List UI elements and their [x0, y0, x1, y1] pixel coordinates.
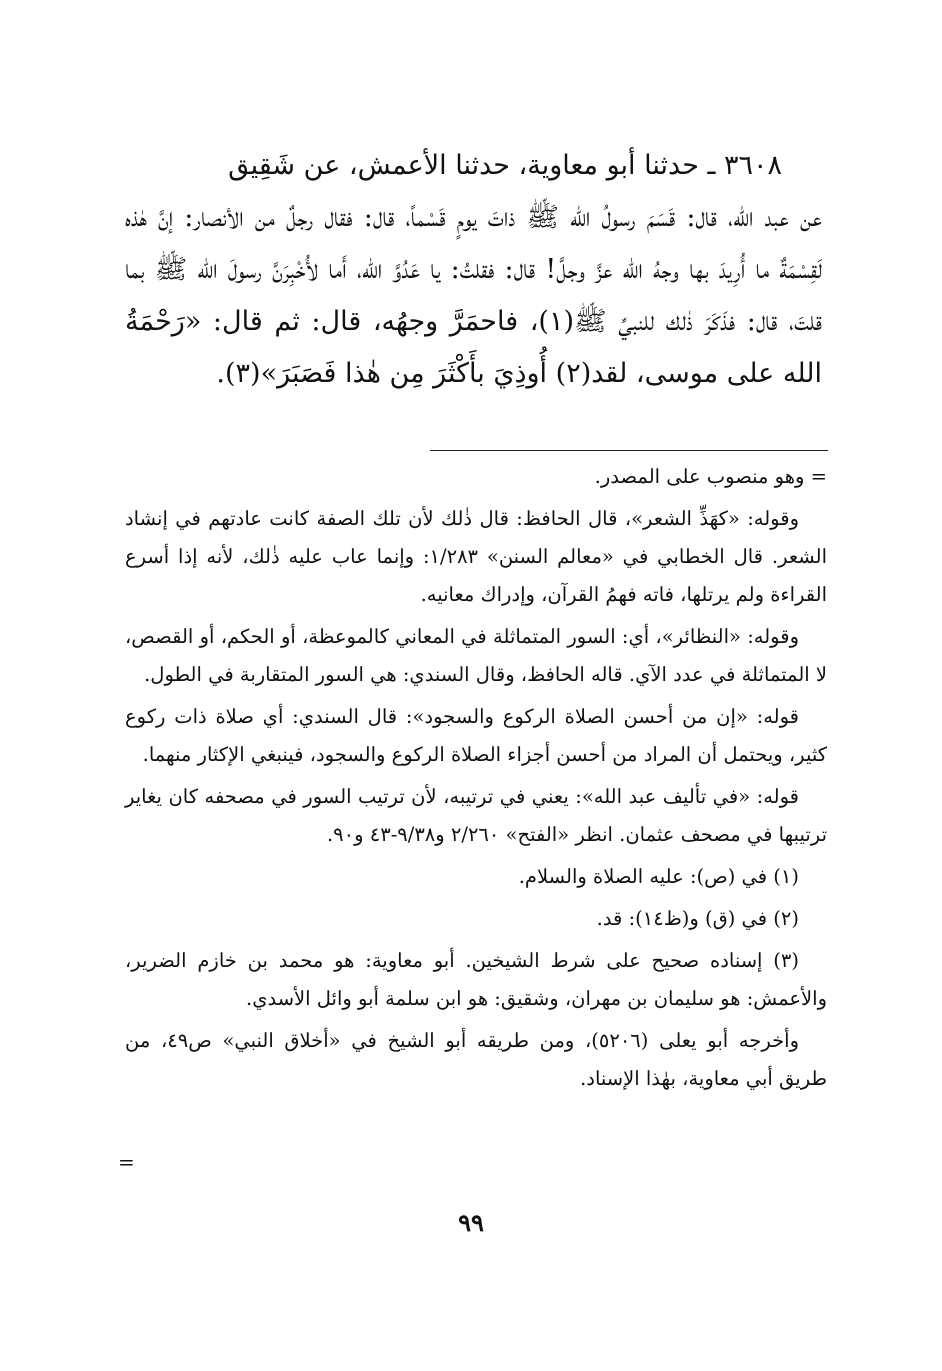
note-continuation: = وهو منصوب على المصدر. — [594, 465, 827, 488]
continued-mark: = — [118, 1150, 135, 1174]
footnote-1: (١) في (ص): عليه الصلاة والسلام. — [518, 865, 799, 888]
hadith-chain-line: ٣٦٠٨ ـ حدثنا أبو معاوية، حدثنا الأعمش، عن شَقِيق — [228, 150, 782, 181]
footnotes-section — [125, 458, 827, 1102]
footnote-divider — [430, 450, 828, 451]
page-number: ٩٩ — [458, 1208, 484, 1237]
hadith-text — [125, 140, 822, 400]
footnote-3-continued: وأخرجه أبو يعلى (٥٢٠٦)، ومن طريقه أبو الشيخ في «أخلاق النبي» ص٤٩، من طريق أبي معاوية، بهٰذا الإسناد. — [125, 1029, 827, 1090]
hadith-body: عن عبد الله، قال: قَسَمَ رسولُ الله ﷺ ذاتَ يومٍ قَسْماً، قال: فقال رجلٌ من الأنصار: إنَّ هٰذه لَقِسْمَةٌ ما أُرِيدَ بها وجهُ الله عزَّ وجلَّ! قال: فقلتُ: يا عَدُوَّ الله، أَما لأُخْبِرَنَّ رسولَ الله ﷺ بما قلتَ، قال: فذَكَرَ ذٰلك للنبيِّ ﷺ(١)، فاحمَرَّ وجهُه، قال: ثم قال: «رَحْمَةُ الله على موسى، لقد(٢) أُوذِيَ بأَكْثَرَ مِن هٰذا فَصَبَرَ»(٣). — [125, 202, 822, 389]
note-paragraph: قوله: «إن من أحسن الصلاة الركوع والسجود»: قال السندي: أي صلاة ذات ركوع كثير، ويحتمل أن المراد من أحسن أجزاء الصلاة الركوع والسجود، فينبغي الإكثار منهما. — [125, 705, 827, 766]
footnote-2: (٢) في (ق) و(ظ١٤): قد. — [596, 907, 799, 930]
note-paragraph: قوله: «في تأليف عبد الله»: يعني في ترتيبه، لأن ترتيب السور في مصحفه كان يغاير ترتيبها في مصحف عثمان. انظر «الفتح» ٢/٢٦٠ و٩/٣٨-٤٣ و٩٠. — [125, 785, 827, 846]
note-paragraph: وقوله: «كهَذِّ الشعر»، قال الحافظ: قال ذٰلك لأن تلك الصفة كانت عادتهم في إنشاد الشعر. قال الخطابي في «معالم السنن» ١/٢٨٣: وإنما عاب عليه ذٰلك، لأنه إذا أسرع القراءة ولم يرتلها، فاته فهمُ القرآن، وإدراك معانيه. — [125, 507, 827, 606]
footnote-3: (٣) إسناده صحيح على شرط الشيخين. أبو معاوية: هو محمد بن خازم الضرير، والأعمش: هو سليمان بن مهران، وشقيق: هو ابن سلمة أبو وائل الأسدي. — [125, 949, 827, 1010]
note-paragraph: وقوله: «النظائر»، أي: السور المتماثلة في المعاني كالموعظة، أو الحكم، أو القصص، لا المتماثلة في عدد الآي. قاله الحافظ، وقال السندي: هي السور المتقاربة في الطول. — [125, 625, 827, 686]
